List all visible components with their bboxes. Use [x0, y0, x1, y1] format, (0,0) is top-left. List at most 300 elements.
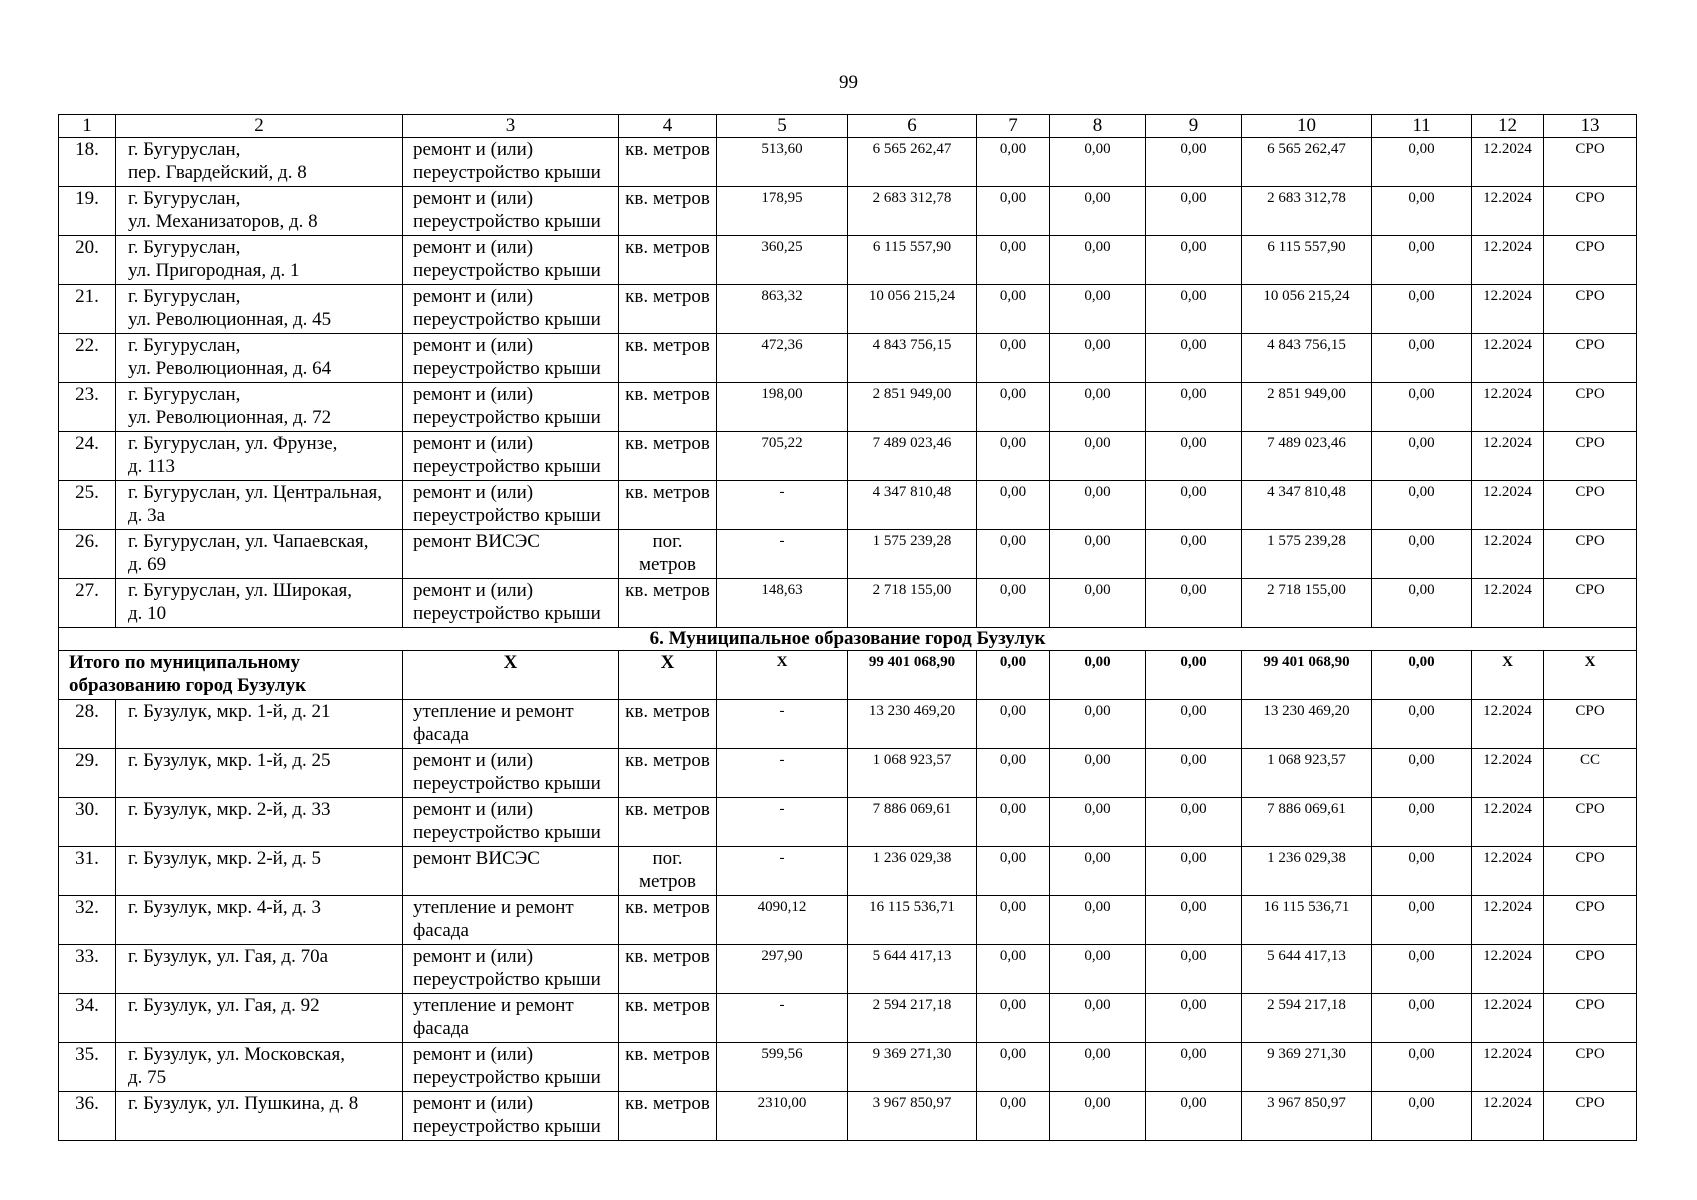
unit-line: пог. — [652, 531, 683, 552]
value-cell-c7: 0,00 — [977, 187, 1050, 236]
value-cell-c9: 0,00 — [1146, 187, 1242, 236]
value-cell-c12: 12.2024 — [1472, 896, 1544, 945]
value-cell-c8: 0,00 — [1050, 285, 1146, 334]
unit-line: кв. метров — [625, 946, 710, 967]
address-line: пер. Гвардейский, д. 8 — [128, 162, 307, 183]
column-number-cell: 13 — [1544, 115, 1637, 138]
value-cell-c10: 7 886 069,61 — [1242, 798, 1372, 847]
address-cell — [116, 994, 403, 1043]
value-cell-c7: 0,00 — [977, 579, 1050, 628]
work-type-line: ремонт ВИСЭС — [413, 531, 540, 552]
work-type-line: переустройство крыши — [413, 1116, 601, 1137]
value-cell-c7: 0,00 — [977, 700, 1050, 749]
work-type-cell — [403, 530, 619, 579]
unit-cell — [619, 1092, 717, 1141]
value-cell-c12: 12.2024 — [1472, 1092, 1544, 1141]
address-cell — [116, 285, 403, 334]
value-cell-c8: 0,00 — [1050, 432, 1146, 481]
address-line: ул. Революционная, д. 72 — [128, 407, 332, 428]
work-type-line: переустройство крыши — [413, 162, 601, 183]
unit-line: кв. метров — [625, 286, 710, 307]
value-cell-c6: 7 489 023,46 — [848, 432, 977, 481]
unit-line: метров — [639, 554, 696, 575]
value-cell-c12: 12.2024 — [1472, 1043, 1544, 1092]
value-cell-c7: 0,00 — [977, 285, 1050, 334]
work-type-cell — [403, 432, 619, 481]
value-cell-c11: 0,00 — [1372, 749, 1472, 798]
value-cell-c9: 0,00 — [1146, 138, 1242, 187]
value-cell-c5: 148,63 — [717, 579, 848, 628]
value-cell-c13: СРО — [1544, 334, 1637, 383]
unit-cell — [619, 383, 717, 432]
row-number: 23. — [59, 383, 116, 432]
unit-line: кв. метров — [625, 799, 710, 820]
value-cell-c8: 0,00 — [1050, 896, 1146, 945]
value-cell-c7: 0,00 — [977, 1092, 1050, 1141]
column-number-cell: 9 — [1146, 115, 1242, 138]
value-cell-c6: 2 718 155,00 — [848, 579, 977, 628]
value-cell-c10: 7 489 023,46 — [1242, 432, 1372, 481]
work-type-line: ремонт и (или) — [413, 1044, 534, 1065]
row-number: 32. — [59, 896, 116, 945]
value-cell-c11: 0,00 — [1372, 847, 1472, 896]
value-cell-c7: 0,00 — [977, 896, 1050, 945]
table-row — [59, 798, 1637, 847]
section-title: 6. Муниципальное образование город Бузулук — [59, 628, 1637, 651]
work-type-line: переустройство крыши — [413, 603, 601, 624]
value-cell-c10: 4 347 810,48 — [1242, 481, 1372, 530]
value-cell-c10: 1 575 239,28 — [1242, 530, 1372, 579]
column-number-cell: 10 — [1242, 115, 1372, 138]
value-cell-c10: 16 115 536,71 — [1242, 896, 1372, 945]
value-cell-c6: 16 115 536,71 — [848, 896, 977, 945]
row-number: 22. — [59, 334, 116, 383]
work-type-line: ремонт и (или) — [413, 286, 534, 307]
unit-cell — [619, 994, 717, 1043]
table-row — [59, 945, 1637, 994]
address-cell — [116, 749, 403, 798]
address-line: г. Бузулук, мкр. 2-й, д. 5 — [128, 848, 321, 869]
value-cell-c7: 0,00 — [977, 236, 1050, 285]
value-cell-c10: 1 068 923,57 — [1242, 749, 1372, 798]
value-cell-c11: 0,00 — [1372, 236, 1472, 285]
work-type-cell — [403, 334, 619, 383]
value-cell-c7: 0,00 — [977, 1043, 1050, 1092]
value-cell-c10: 1 236 029,38 — [1242, 847, 1372, 896]
work-type-cell — [403, 481, 619, 530]
table-row — [59, 383, 1637, 432]
value-cell-c6: 13 230 469,20 — [848, 700, 977, 749]
value-cell-c12: 12.2024 — [1472, 530, 1544, 579]
unit-line: кв. метров — [625, 384, 710, 405]
work-type-line: ремонт ВИСЭС — [413, 848, 540, 869]
value-cell-c8: 0,00 — [1050, 334, 1146, 383]
work-type-line: утепление и ремонт — [413, 701, 574, 722]
value-cell-c11: 0,00 — [1372, 138, 1472, 187]
value-cell-c13: СРО — [1544, 700, 1637, 749]
total-cell-c9: 0,00 — [1146, 651, 1242, 700]
unit-line: кв. метров — [625, 188, 710, 209]
unit-line: кв. метров — [625, 701, 710, 722]
row-number: 28. — [59, 700, 116, 749]
unit-line: кв. метров — [625, 897, 710, 918]
address-cell — [116, 1043, 403, 1092]
work-type-line: переустройство крыши — [413, 407, 601, 428]
table-row — [59, 187, 1637, 236]
work-type-cell — [403, 285, 619, 334]
address-line: г. Бузулук, мкр. 2-й, д. 33 — [128, 799, 331, 820]
total-label-line: образованию город Бузулук — [69, 675, 307, 696]
value-cell-c9: 0,00 — [1146, 432, 1242, 481]
work-type-line: ремонт и (или) — [413, 580, 534, 601]
value-cell-c9: 0,00 — [1146, 481, 1242, 530]
address-line: г. Бузулук, мкр. 4-й, д. 3 — [128, 897, 321, 918]
row-number: 26. — [59, 530, 116, 579]
work-type-cell — [403, 749, 619, 798]
column-number-cell: 2 — [116, 115, 403, 138]
column-number-cell: 8 — [1050, 115, 1146, 138]
row-number: 21. — [59, 285, 116, 334]
work-type-cell — [403, 1043, 619, 1092]
work-type-cell — [403, 138, 619, 187]
work-type-line: ремонт и (или) — [413, 433, 534, 454]
value-cell-c9: 0,00 — [1146, 383, 1242, 432]
work-type-cell — [403, 579, 619, 628]
value-cell-c9: 0,00 — [1146, 798, 1242, 847]
column-number-cell: 7 — [977, 115, 1050, 138]
column-number-cell: 5 — [717, 115, 848, 138]
value-cell-c8: 0,00 — [1050, 1043, 1146, 1092]
work-type-line: переустройство крыши — [413, 309, 601, 330]
unit-cell — [619, 579, 717, 628]
value-cell-c13: СРО — [1544, 896, 1637, 945]
value-cell-c9: 0,00 — [1146, 1043, 1242, 1092]
value-cell-c5: 360,25 — [717, 236, 848, 285]
value-cell-c12: 12.2024 — [1472, 187, 1544, 236]
value-cell-c6: 6 115 557,90 — [848, 236, 977, 285]
value-cell-c5: 4090,12 — [717, 896, 848, 945]
works-register-table — [58, 114, 1637, 1141]
value-cell-c11: 0,00 — [1372, 187, 1472, 236]
work-type-line: ремонт и (или) — [413, 237, 534, 258]
work-type-cell — [403, 798, 619, 847]
value-cell-c8: 0,00 — [1050, 1092, 1146, 1141]
value-cell-c12: 12.2024 — [1472, 432, 1544, 481]
value-cell-c6: 1 575 239,28 — [848, 530, 977, 579]
address-cell — [116, 700, 403, 749]
unit-cell — [619, 798, 717, 847]
unit-cell — [619, 285, 717, 334]
unit-line: кв. метров — [625, 433, 710, 454]
value-cell-c7: 0,00 — [977, 530, 1050, 579]
value-cell-c8: 0,00 — [1050, 847, 1146, 896]
work-type-line: переустройство крыши — [413, 969, 601, 990]
value-cell-c10: 2 594 217,18 — [1242, 994, 1372, 1043]
value-cell-c5: 599,56 — [717, 1043, 848, 1092]
value-cell-c7: 0,00 — [977, 994, 1050, 1043]
value-cell-c13: СРО — [1544, 236, 1637, 285]
row-number: 25. — [59, 481, 116, 530]
value-cell-c9: 0,00 — [1146, 945, 1242, 994]
unit-cell — [619, 187, 717, 236]
value-cell-c12: 12.2024 — [1472, 481, 1544, 530]
value-cell-c5: 472,36 — [717, 334, 848, 383]
value-cell-c7: 0,00 — [977, 383, 1050, 432]
row-number: 35. — [59, 1043, 116, 1092]
table-row — [59, 530, 1637, 579]
address-line: г. Бузулук, мкр. 1-й, д. 25 — [128, 750, 331, 771]
work-type-line: фасада — [413, 920, 469, 941]
value-cell-c9: 0,00 — [1146, 579, 1242, 628]
value-cell-c9: 0,00 — [1146, 896, 1242, 945]
value-cell-c13: СРО — [1544, 579, 1637, 628]
value-cell-c6: 2 683 312,78 — [848, 187, 977, 236]
total-row — [59, 651, 1637, 700]
value-cell-c10: 6 115 557,90 — [1242, 236, 1372, 285]
value-cell-c13: СРО — [1544, 1092, 1637, 1141]
address-line: г. Бузулук, ул. Гая, д. 70а — [128, 946, 329, 967]
value-cell-c8: 0,00 — [1050, 236, 1146, 285]
value-cell-c5: 198,00 — [717, 383, 848, 432]
unit-cell — [619, 700, 717, 749]
value-cell-c12: 12.2024 — [1472, 383, 1544, 432]
value-cell-c9: 0,00 — [1146, 994, 1242, 1043]
total-cell-c10: 99 401 068,90 — [1242, 651, 1372, 700]
table-row — [59, 749, 1637, 798]
address-line: г. Бугуруслан, — [128, 139, 241, 160]
value-cell-c10: 2 718 155,00 — [1242, 579, 1372, 628]
value-cell-c10: 2 851 949,00 — [1242, 383, 1372, 432]
unit-cell — [619, 530, 717, 579]
value-cell-c13: СРО — [1544, 994, 1637, 1043]
value-cell-c5: - — [717, 994, 848, 1043]
column-number-cell: 6 — [848, 115, 977, 138]
address-line: г. Бузулук, мкр. 1-й, д. 21 — [128, 701, 331, 722]
row-number: 30. — [59, 798, 116, 847]
unit-line: кв. метров — [625, 482, 710, 503]
address-cell — [116, 530, 403, 579]
value-cell-c13: СРО — [1544, 138, 1637, 187]
value-cell-c13: СРО — [1544, 481, 1637, 530]
value-cell-c8: 0,00 — [1050, 700, 1146, 749]
value-cell-c10: 3 967 850,97 — [1242, 1092, 1372, 1141]
unit-cell — [619, 945, 717, 994]
value-cell-c6: 1 068 923,57 — [848, 749, 977, 798]
value-cell-c6: 6 565 262,47 — [848, 138, 977, 187]
value-cell-c5: 2310,00 — [717, 1092, 848, 1141]
value-cell-c6: 5 644 417,13 — [848, 945, 977, 994]
table-row — [59, 847, 1637, 896]
value-cell-c13: СС — [1544, 749, 1637, 798]
table-row — [59, 481, 1637, 530]
total-cell-c6: 99 401 068,90 — [848, 651, 977, 700]
address-cell — [116, 236, 403, 285]
value-cell-c8: 0,00 — [1050, 138, 1146, 187]
unit-cell — [619, 847, 717, 896]
work-type-line: ремонт и (или) — [413, 946, 534, 967]
total-cell-c8: 0,00 — [1050, 651, 1146, 700]
total-cell-c7: 0,00 — [977, 651, 1050, 700]
unit-line: кв. метров — [625, 750, 710, 771]
value-cell-c13: СРО — [1544, 383, 1637, 432]
value-cell-c5: - — [717, 481, 848, 530]
table-row — [59, 334, 1637, 383]
address-line: ул. Революционная, д. 45 — [128, 309, 332, 330]
address-line: г. Бугуруслан, — [128, 384, 241, 405]
address-line: г. Бугуруслан, ул. Центральная, — [128, 482, 382, 503]
value-cell-c6: 4 347 810,48 — [848, 481, 977, 530]
work-type-line: ремонт и (или) — [413, 1093, 534, 1114]
value-cell-c11: 0,00 — [1372, 945, 1472, 994]
total-label-cell — [59, 651, 403, 700]
value-cell-c13: СРО — [1544, 798, 1637, 847]
value-cell-c10: 4 843 756,15 — [1242, 334, 1372, 383]
unit-line: пог. — [652, 848, 683, 869]
address-cell — [116, 896, 403, 945]
address-line: г. Бугуруслан, ул. Чапаевская, — [128, 531, 369, 552]
value-cell-c7: 0,00 — [977, 847, 1050, 896]
value-cell-c7: 0,00 — [977, 481, 1050, 530]
table-row — [59, 285, 1637, 334]
work-type-line: переустройство крыши — [413, 211, 601, 232]
work-type-line: ремонт и (или) — [413, 335, 534, 356]
unit-line: кв. метров — [625, 1044, 710, 1065]
value-cell-c9: 0,00 — [1146, 847, 1242, 896]
total-cell-c12: X — [1472, 651, 1544, 700]
value-cell-c11: 0,00 — [1372, 432, 1472, 481]
unit-cell — [619, 138, 717, 187]
unit-cell — [619, 896, 717, 945]
value-cell-c6: 2 594 217,18 — [848, 994, 977, 1043]
unit-cell — [619, 236, 717, 285]
value-cell-c10: 13 230 469,20 — [1242, 700, 1372, 749]
value-cell-c13: СРО — [1544, 187, 1637, 236]
value-cell-c7: 0,00 — [977, 749, 1050, 798]
page-number: 99 — [839, 72, 858, 93]
value-cell-c5: 297,90 — [717, 945, 848, 994]
table-row — [59, 579, 1637, 628]
work-type-line: фасада — [413, 724, 469, 745]
value-cell-c6: 1 236 029,38 — [848, 847, 977, 896]
value-cell-c5: - — [717, 700, 848, 749]
value-cell-c5: - — [717, 749, 848, 798]
address-cell — [116, 1092, 403, 1141]
total-cell-c4: X — [619, 651, 717, 700]
address-line: г. Бугуруслан, — [128, 188, 241, 209]
unit-cell — [619, 481, 717, 530]
value-cell-c12: 12.2024 — [1472, 236, 1544, 285]
work-type-line: переустройство крыши — [413, 773, 601, 794]
value-cell-c13: СРО — [1544, 432, 1637, 481]
row-number: 36. — [59, 1092, 116, 1141]
row-number: 29. — [59, 749, 116, 798]
value-cell-c7: 0,00 — [977, 432, 1050, 481]
table-row — [59, 236, 1637, 285]
row-number: 19. — [59, 187, 116, 236]
unit-line: кв. метров — [625, 237, 710, 258]
table-row — [59, 1043, 1637, 1092]
value-cell-c5: 705,22 — [717, 432, 848, 481]
value-cell-c8: 0,00 — [1050, 187, 1146, 236]
address-cell — [116, 481, 403, 530]
value-cell-c12: 12.2024 — [1472, 334, 1544, 383]
address-line: г. Бугуруслан, — [128, 286, 241, 307]
work-type-line: переустройство крыши — [413, 1067, 601, 1088]
address-line: г. Бугуруслан, ул. Широкая, — [128, 580, 352, 601]
value-cell-c10: 2 683 312,78 — [1242, 187, 1372, 236]
value-cell-c12: 12.2024 — [1472, 700, 1544, 749]
value-cell-c11: 0,00 — [1372, 481, 1472, 530]
value-cell-c11: 0,00 — [1372, 1092, 1472, 1141]
value-cell-c7: 0,00 — [977, 334, 1050, 383]
address-line: ул. Пригородная, д. 1 — [128, 260, 300, 281]
value-cell-c10: 9 369 271,30 — [1242, 1043, 1372, 1092]
address-line: д. 10 — [128, 603, 167, 624]
row-number: 20. — [59, 236, 116, 285]
work-type-cell — [403, 700, 619, 749]
section-header-row — [59, 628, 1637, 651]
work-type-line: ремонт и (или) — [413, 139, 534, 160]
address-line: д. 113 — [128, 456, 175, 477]
value-cell-c11: 0,00 — [1372, 285, 1472, 334]
row-number: 18. — [59, 138, 116, 187]
value-cell-c5: 178,95 — [717, 187, 848, 236]
address-line: г. Бузулук, ул. Пушкина, д. 8 — [128, 1093, 359, 1114]
row-number: 27. — [59, 579, 116, 628]
address-cell — [116, 383, 403, 432]
work-type-line: утепление и ремонт — [413, 897, 574, 918]
value-cell-c8: 0,00 — [1050, 749, 1146, 798]
total-cell-c13: X — [1544, 651, 1637, 700]
table-row — [59, 1092, 1637, 1141]
value-cell-c9: 0,00 — [1146, 334, 1242, 383]
unit-line: кв. метров — [625, 139, 710, 160]
work-type-cell — [403, 236, 619, 285]
value-cell-c12: 12.2024 — [1472, 994, 1544, 1043]
work-type-line: переустройство крыши — [413, 358, 601, 379]
column-number-cell: 12 — [1472, 115, 1544, 138]
value-cell-c6: 2 851 949,00 — [848, 383, 977, 432]
address-line: г. Бузулук, ул. Московская, — [128, 1044, 345, 1065]
work-type-line: ремонт и (или) — [413, 188, 534, 209]
unit-cell — [619, 1043, 717, 1092]
address-cell — [116, 579, 403, 628]
column-number-cell: 11 — [1372, 115, 1472, 138]
value-cell-c12: 12.2024 — [1472, 285, 1544, 334]
value-cell-c10: 6 565 262,47 — [1242, 138, 1372, 187]
value-cell-c11: 0,00 — [1372, 798, 1472, 847]
total-cell-c11: 0,00 — [1372, 651, 1472, 700]
value-cell-c11: 0,00 — [1372, 530, 1472, 579]
value-cell-c13: СРО — [1544, 530, 1637, 579]
address-line: г. Бугуруслан, ул. Фрунзе, — [128, 433, 338, 454]
value-cell-c8: 0,00 — [1050, 798, 1146, 847]
value-cell-c8: 0,00 — [1050, 994, 1146, 1043]
value-cell-c5: 513,60 — [717, 138, 848, 187]
row-number: 24. — [59, 432, 116, 481]
address-cell — [116, 334, 403, 383]
value-cell-c10: 10 056 215,24 — [1242, 285, 1372, 334]
work-type-cell — [403, 994, 619, 1043]
work-type-cell — [403, 187, 619, 236]
row-number: 31. — [59, 847, 116, 896]
row-number: 34. — [59, 994, 116, 1043]
address-cell — [116, 847, 403, 896]
work-type-line: фасада — [413, 1018, 469, 1039]
work-type-cell — [403, 383, 619, 432]
value-cell-c11: 0,00 — [1372, 334, 1472, 383]
work-type-cell — [403, 945, 619, 994]
